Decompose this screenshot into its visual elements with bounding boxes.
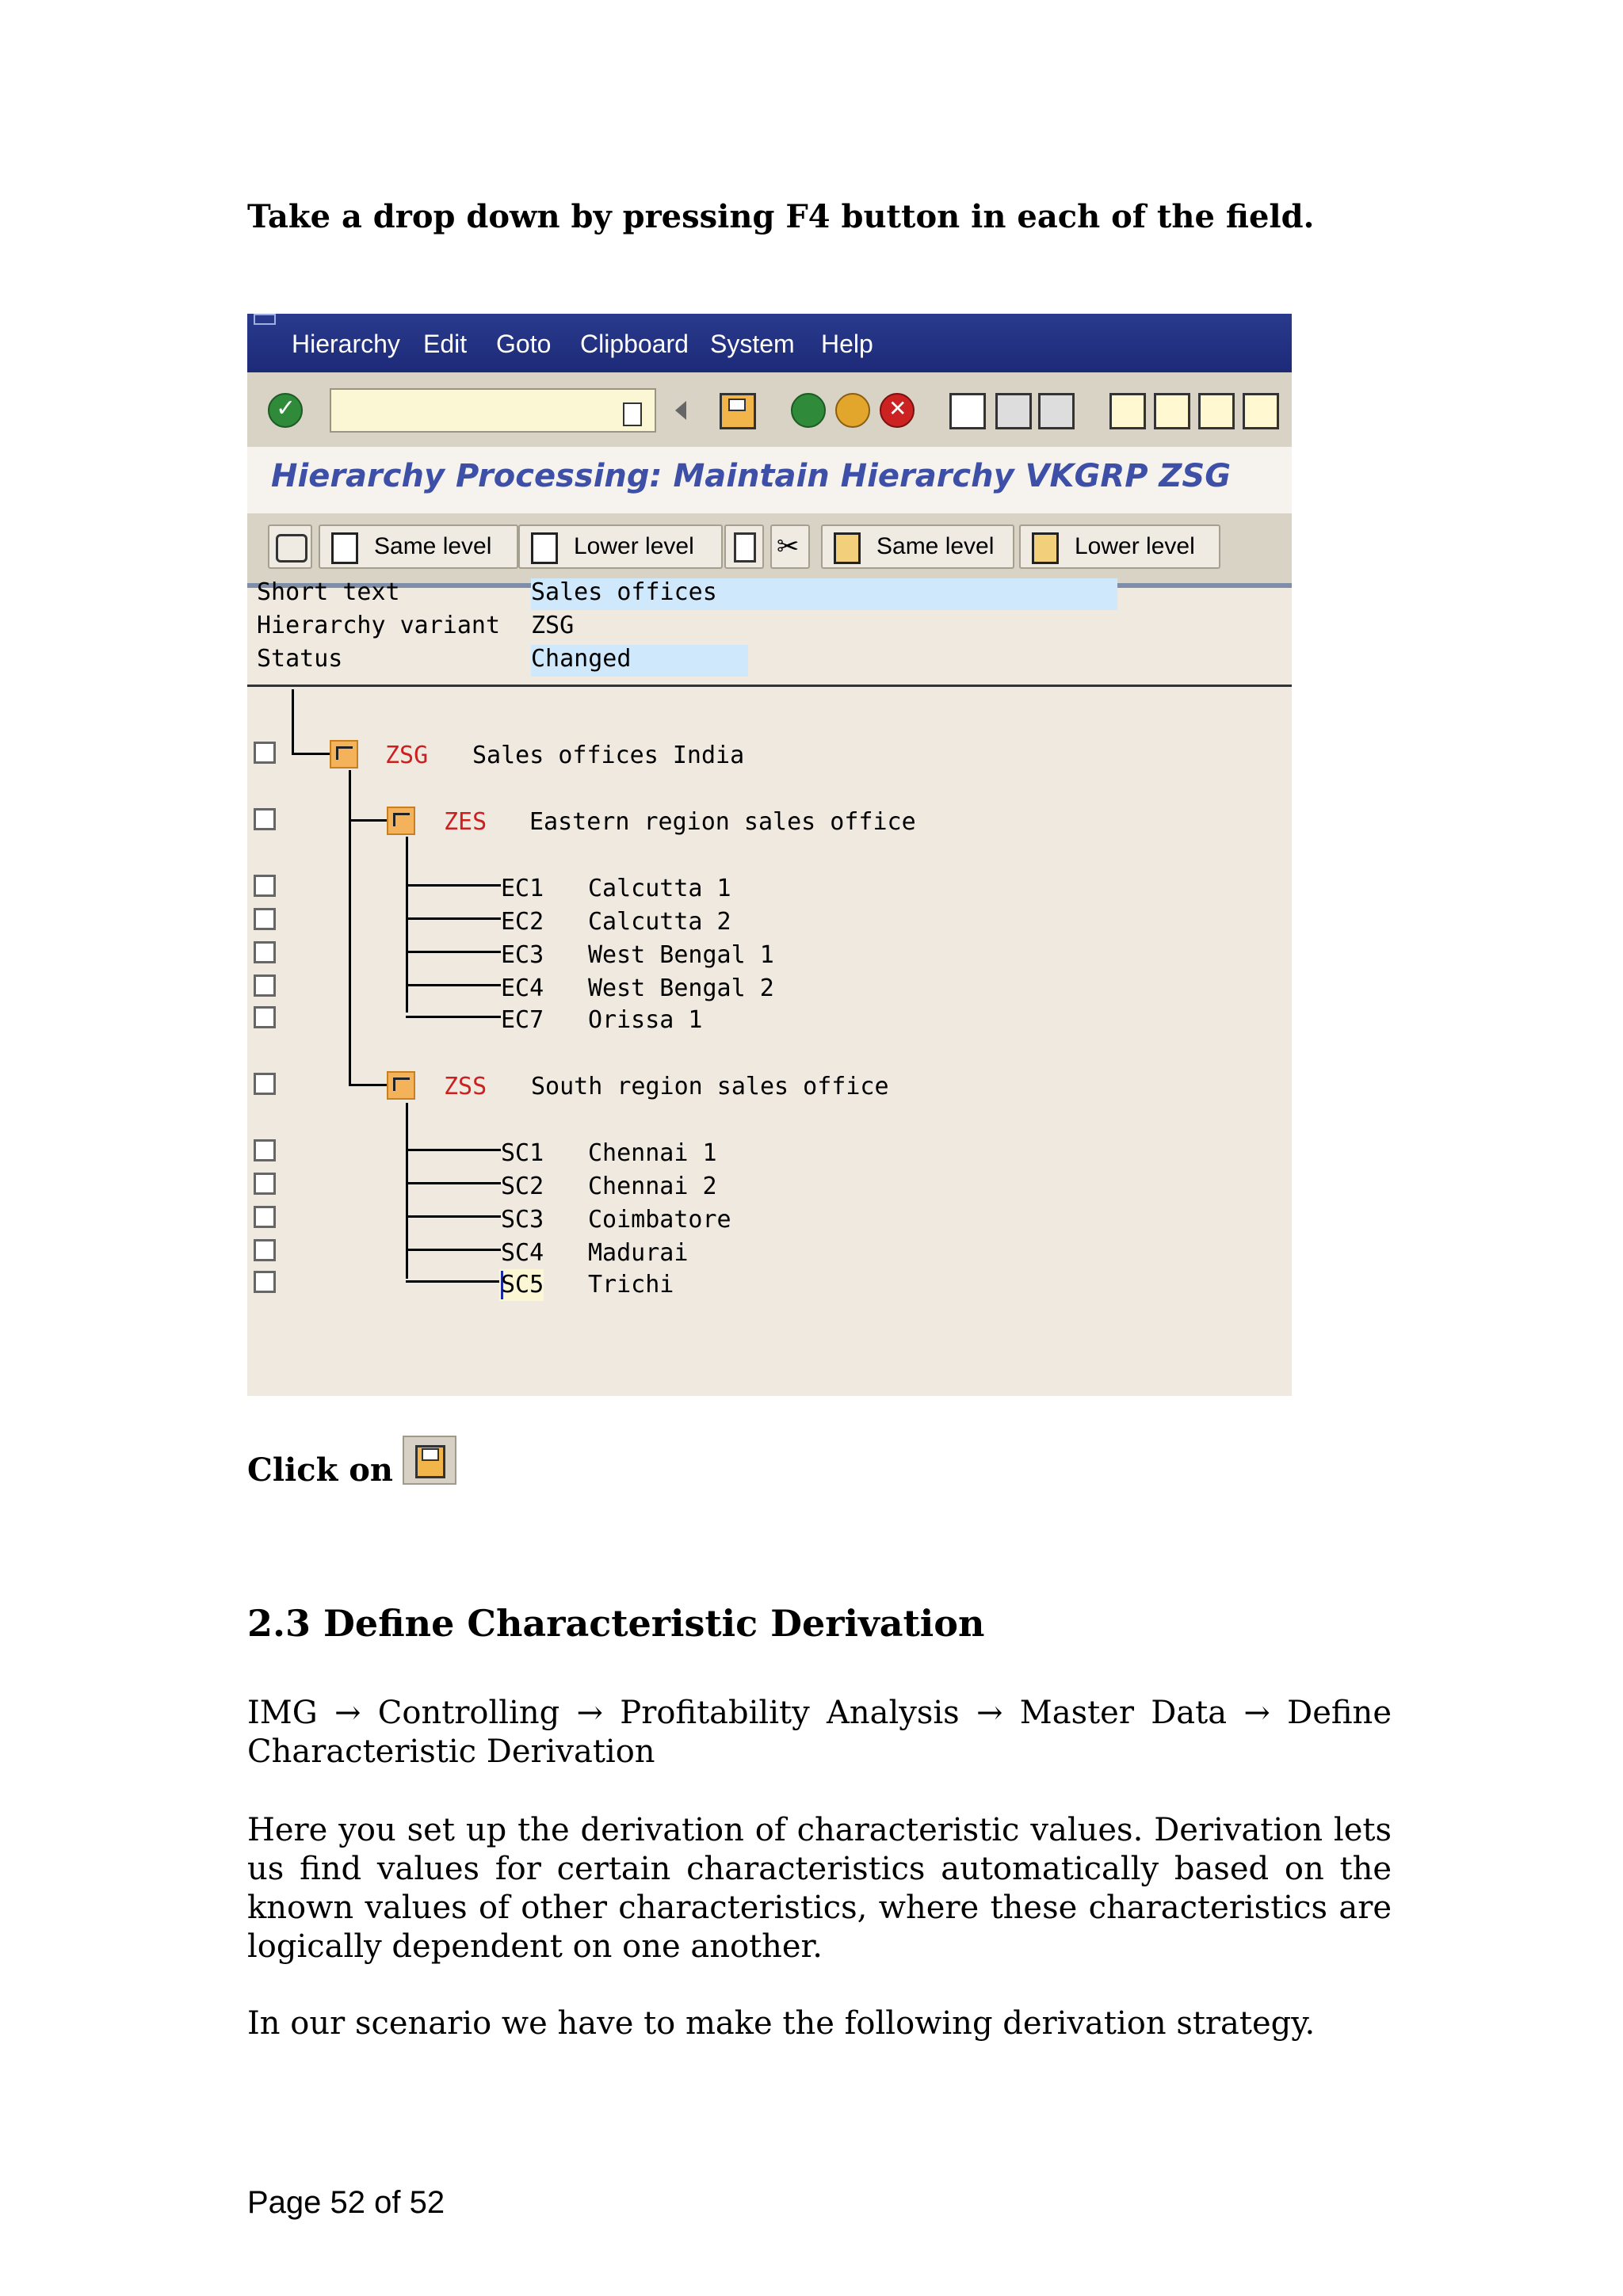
node-key[interactable]: ZES <box>444 808 487 836</box>
node-text: Eastern region sales office <box>529 808 916 836</box>
new-document-icon <box>531 532 558 564</box>
node-key[interactable]: ZSS <box>444 1073 487 1100</box>
find-icon[interactable] <box>995 393 1032 429</box>
leaf-checkbox[interactable] <box>254 875 276 897</box>
previous-page-icon[interactable] <box>1154 393 1190 429</box>
intro-instruction: Take a drop down by pressing F4 button in each of the field. <box>247 198 1315 235</box>
leaf-key[interactable]: SC1 <box>501 1139 544 1167</box>
menu-help[interactable]: Help <box>821 330 873 358</box>
paste-lower-level-button[interactable]: Lower level <box>1019 524 1220 569</box>
tree-line <box>406 1103 408 1279</box>
change-display-button[interactable] <box>268 524 312 569</box>
leaf-text: Chennai 1 <box>588 1139 717 1167</box>
delete-button[interactable] <box>724 524 764 569</box>
leaf-text: Coimbatore <box>588 1206 731 1234</box>
node-text: Sales offices India <box>472 742 745 769</box>
standard-toolbar <box>247 372 1292 450</box>
node-text: South region sales office <box>531 1073 889 1100</box>
leaf-text: West Bengal 2 <box>588 974 774 1002</box>
save-icon[interactable] <box>720 393 756 429</box>
trash-icon <box>734 532 756 563</box>
leaf-text: Calcutta 2 <box>588 908 731 936</box>
leaf-checkbox[interactable] <box>254 1006 276 1028</box>
node-checkbox[interactable] <box>254 808 276 830</box>
exit-icon[interactable] <box>835 393 870 428</box>
find-next-icon[interactable] <box>1038 393 1075 429</box>
tree-line <box>292 753 334 755</box>
tree-line <box>406 1249 501 1251</box>
status-label: Status <box>257 645 343 673</box>
leaf-text: Madurai <box>588 1239 689 1267</box>
tree-line <box>406 1215 501 1218</box>
cancel-icon[interactable]: ✕ <box>880 393 915 428</box>
tree-line <box>406 951 501 953</box>
leaf-key[interactable]: EC2 <box>501 908 544 936</box>
leaf-key[interactable]: SC3 <box>501 1206 544 1234</box>
menu-hierarchy[interactable]: Hierarchy <box>292 330 400 358</box>
screen-title: Hierarchy Processing: Maintain Hierarchy VKGRP ZSG <box>271 458 1232 494</box>
leaf-checkbox[interactable] <box>254 1206 276 1228</box>
application-toolbar <box>247 513 1292 588</box>
leaf-text: Chennai 2 <box>588 1173 717 1200</box>
leaf-text: Trichi <box>588 1271 674 1299</box>
tree-line <box>406 1182 501 1184</box>
leaf-key[interactable]: SC2 <box>501 1173 544 1200</box>
leaf-text: West Bengal 1 <box>588 941 774 969</box>
window-icon <box>254 314 276 325</box>
section-heading: 2.3 Define Characteristic Derivation <box>247 1602 985 1645</box>
leaf-key[interactable]: EC3 <box>501 941 544 969</box>
folder-open-icon[interactable] <box>330 740 358 769</box>
menu-clipboard[interactable]: Clipboard <box>580 330 689 358</box>
scissors-icon: ✂ <box>777 531 800 563</box>
leaf-checkbox[interactable] <box>254 1239 276 1261</box>
leaf-checkbox[interactable] <box>254 1139 276 1161</box>
leaf-checkbox[interactable] <box>254 1173 276 1195</box>
tree-line <box>406 984 501 986</box>
folder-open-icon[interactable] <box>387 1071 415 1100</box>
short-text-value: Sales offices <box>531 578 717 606</box>
node-key[interactable]: ZSG <box>385 742 429 769</box>
sap-window <box>247 314 1292 1396</box>
back-arrow-icon[interactable] <box>675 401 686 420</box>
command-history-icon[interactable] <box>623 402 642 426</box>
hierarchy-variant-label: Hierarchy variant <box>257 612 501 639</box>
img-path: IMG → Controlling → Profitability Analysis → Master Data → Define Characteristic Derivation <box>247 1695 1392 1770</box>
menu-system[interactable]: System <box>710 330 795 358</box>
leaf-text: Calcutta 1 <box>588 875 731 902</box>
enter-icon[interactable]: ✓ <box>268 393 303 428</box>
header-separator <box>247 685 1292 687</box>
leaf-checkbox[interactable] <box>254 974 276 997</box>
tree-line <box>349 770 351 1085</box>
page-footer: Page 52 of 52 <box>247 2185 445 2220</box>
click-on-text: Click on <box>247 1451 393 1489</box>
tree-line <box>292 689 294 754</box>
menu-edit[interactable]: Edit <box>423 330 468 358</box>
leaf-checkbox[interactable] <box>254 1271 276 1293</box>
tree-line <box>406 1280 501 1283</box>
clipboard-icon <box>1032 532 1059 564</box>
tree-line <box>406 1016 501 1018</box>
menu-bar <box>247 314 1292 372</box>
create-lower-level-button[interactable]: Lower level <box>518 524 723 569</box>
pencil-glasses-icon <box>276 534 307 563</box>
first-page-icon[interactable] <box>1109 393 1146 429</box>
back-icon[interactable] <box>791 393 826 428</box>
print-icon[interactable] <box>949 393 986 429</box>
clipboard-icon <box>834 532 861 564</box>
leaf-key[interactable]: SC5 <box>501 1271 544 1299</box>
menu-goto[interactable]: Goto <box>496 330 552 358</box>
hierarchy-variant-value: ZSG <box>531 612 575 639</box>
leaf-key[interactable]: EC4 <box>501 974 544 1002</box>
last-page-icon[interactable] <box>1243 393 1279 429</box>
title-bar <box>247 447 1292 513</box>
create-same-level-button[interactable]: Same level <box>319 524 518 569</box>
paste-same-level-button[interactable]: Same level <box>821 524 1014 569</box>
short-text-label: Short text <box>257 578 400 606</box>
leaf-checkbox[interactable] <box>254 908 276 930</box>
command-field[interactable] <box>330 388 656 433</box>
status-value: Changed <box>531 645 632 673</box>
save-icon <box>403 1436 456 1485</box>
paragraph-derivation: Here you set up the derivation of characteristic values. Derivation lets us find values for certain characteristics automatically based on the known values of other characteristics, where these characteristics are logically dependent on one another. <box>247 1812 1392 1965</box>
tree-line <box>406 884 501 887</box>
leaf-key[interactable]: SC4 <box>501 1239 544 1267</box>
next-page-icon[interactable] <box>1198 393 1235 429</box>
leaf-key[interactable]: EC1 <box>501 875 544 902</box>
leaf-key[interactable]: EC7 <box>501 1006 544 1034</box>
paragraph-scenario: In our scenario we have to make the following derivation strategy. <box>247 2005 1316 2042</box>
tree-line <box>406 1149 501 1151</box>
new-document-icon <box>331 532 358 564</box>
node-checkbox[interactable] <box>254 1073 276 1095</box>
leaf-checkbox[interactable] <box>254 941 276 963</box>
tree-line <box>406 917 501 920</box>
folder-open-icon[interactable] <box>387 807 415 835</box>
cut-button[interactable] <box>770 524 810 569</box>
node-checkbox[interactable] <box>254 742 276 764</box>
leaf-text: Orissa 1 <box>588 1006 703 1034</box>
